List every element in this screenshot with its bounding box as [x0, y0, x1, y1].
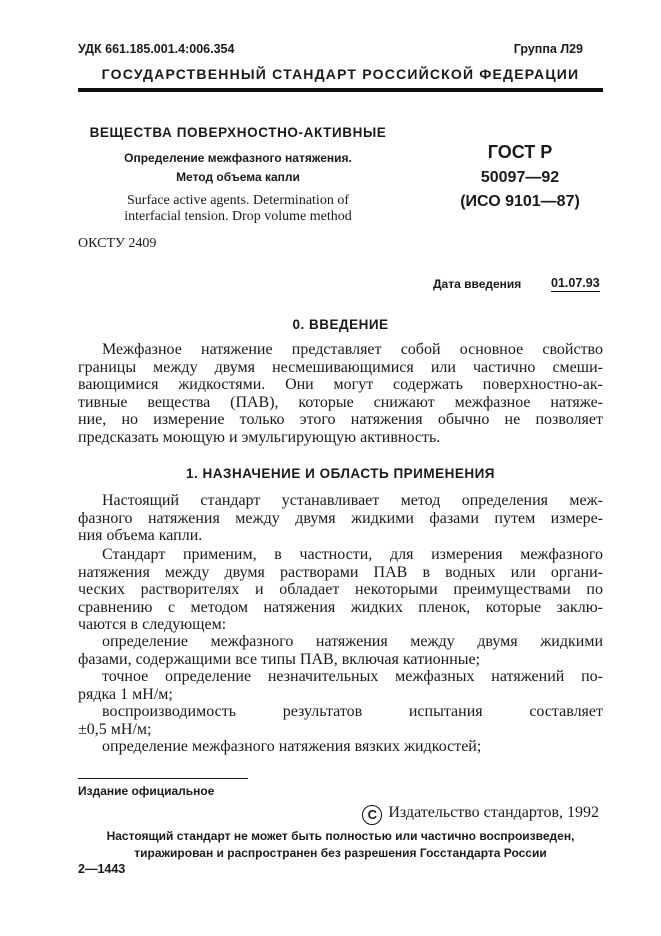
section-intro-title: 0. ВВЕДЕНИЕ: [292, 317, 389, 332]
text-line: воспроизводимость результатов испытания составляет: [102, 703, 603, 720]
header-rule: [78, 88, 603, 92]
text-line: точное определение незначительных межфазных натяжений по-: [102, 668, 603, 685]
introduction-date-label: Дата введения: [433, 277, 522, 291]
text-line: вающимися жидкостями. Они могут содержать поверхностно-ак-: [78, 376, 603, 393]
text-line: сравнению с методом натяжения жидких пленок, которые заклю-: [78, 598, 603, 616]
text-line: определение межфазного натяжения вязких жидкостей;: [102, 738, 482, 755]
official-edition-label: Издание официальное: [78, 784, 215, 798]
text-line: ±0,5 мН/м;: [78, 720, 152, 738]
text-line: определение межфазного натяжения между двумя жидкими: [102, 633, 603, 650]
scope-paragraph-4: [78, 668, 603, 703]
text-line: Настоящий стандарт устанавливает метод определения меж-: [102, 492, 603, 509]
text-line: фазного натяжения между двумя жидкими фазами путем измере-: [78, 509, 603, 527]
scope-paragraph-2: [78, 546, 603, 634]
text-line: фазами, содержащими все типы ПАВ, включая катионные;: [78, 650, 481, 668]
okstu-code: ОКСТУ 2409: [78, 236, 157, 251]
text-line: чаются в следующем:: [78, 616, 227, 633]
text-line: границы между двумя несмешивающимися или частично смеши-: [78, 358, 603, 376]
text-line: рядка 1 мН/м;: [78, 685, 173, 703]
text-line: ческих растворителях и обладает некоторыми преимуществами по: [78, 581, 603, 598]
introduction-date-value: 01.07.93: [551, 276, 600, 290]
english-title-1: Surface active agents. Determination of: [127, 193, 349, 208]
gost-label: ГОСТ Р: [487, 142, 553, 162]
copyright-text: Издательство стандартов, 1992: [388, 804, 599, 821]
scope-paragraph-1: [78, 492, 603, 545]
copyright-line: [362, 804, 599, 825]
scope-paragraph-6: [78, 738, 603, 756]
gost-number: 50097—92: [480, 169, 560, 186]
document-subtitle-2: Метод объема капли: [176, 170, 300, 184]
english-title-2: interfacial tension. Drop volume method: [124, 209, 352, 224]
scope-paragraph-5: [78, 703, 603, 738]
text-line: тивные вещества (ПАВ), которые снижают межфазное натяже-: [78, 393, 603, 411]
sheet-number: 2—1443: [78, 862, 126, 876]
text-line: предсказать моющую и эмульгирующую активность.: [78, 428, 441, 446]
group-code: Группа Л29: [513, 42, 583, 56]
iso-number: (ИСО 9101—87): [460, 193, 580, 210]
text-line: Стандарт применим, в частности, для измерения межфазного: [102, 546, 603, 563]
text-line: ния объема капли.: [78, 527, 203, 544]
state-standard-heading: ГОСУДАРСТВЕННЫЙ СТАНДАРТ РОССИЙСКОЙ ФЕДЕРАЦИИ: [101, 66, 580, 82]
document-title: ВЕЩЕСТВА ПОВЕРХНОСТНО-АКТИВНЫЕ: [89, 125, 387, 140]
copyright-icon: C: [362, 805, 382, 825]
document-subtitle-1: Определение межфазного натяжения.: [124, 151, 352, 165]
intro-paragraph: [78, 341, 603, 446]
text-line: натяжения между двумя растворами ПАВ в водных или органи-: [78, 563, 603, 581]
section-scope-title: 1. НАЗНАЧЕНИЕ И ОБЛАСТЬ ПРИМЕНЕНИЯ: [185, 466, 496, 481]
footer-rule: [78, 778, 248, 779]
scope-paragraph-3: [78, 633, 603, 668]
reproduction-notice-1: Настоящий стандарт не может быть полностью или частично воспроизведен,: [106, 829, 575, 843]
reproduction-notice-2: тиражирован и распространен без разрешения Госстандарта России: [134, 846, 547, 860]
udk-code: УДК 661.185.001.4:006.354: [78, 42, 235, 56]
text-line: ние, но измерение только этого натяжения обычно не позволяет: [78, 411, 603, 428]
text-line: Межфазное натяжение представляет собой основное свойство: [102, 341, 603, 358]
